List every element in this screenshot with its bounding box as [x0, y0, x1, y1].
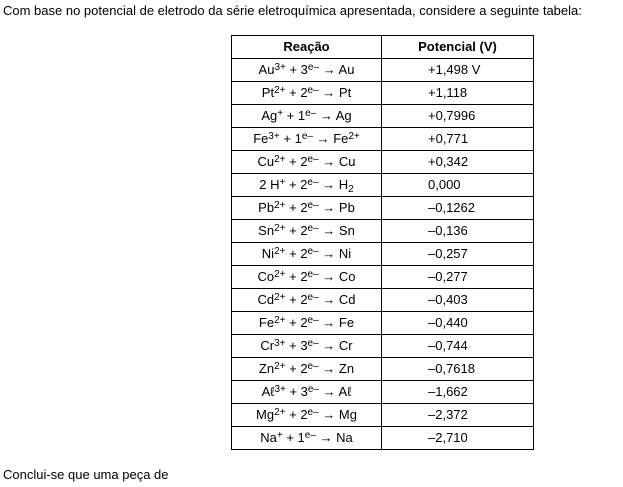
table-row	[232, 404, 534, 427]
electron-count: 3	[300, 62, 308, 77]
reaction-arrow: →	[318, 200, 339, 215]
product-species: Pt	[338, 85, 352, 100]
electrode-potential-table	[231, 35, 534, 450]
plus-sign: +	[285, 361, 301, 376]
electron-symbol: e–	[307, 269, 319, 280]
table-row	[232, 312, 534, 335]
plus-sign: +	[285, 315, 301, 330]
potential-cell: –0,1262	[382, 197, 534, 220]
electron-symbol: e–	[307, 384, 320, 395]
electron-symbol: e–	[307, 223, 319, 234]
reaction-cell	[232, 358, 382, 381]
reactant-ion: Mg	[256, 407, 275, 422]
table-row	[232, 220, 534, 243]
reactant-ion: Ni	[261, 246, 275, 261]
product-charge: 2+	[348, 131, 360, 142]
electron-count: 1	[297, 108, 306, 123]
table-body	[232, 59, 534, 450]
reactant-ion: Fe	[258, 315, 275, 330]
reactant-ion-charge: 2+	[274, 246, 286, 257]
reaction-cell	[232, 59, 382, 82]
potential-cell: –2,710	[382, 427, 534, 450]
reactant-ion-charge: 3+	[274, 384, 286, 395]
reaction-cell	[232, 266, 382, 289]
electron-symbol: e–	[307, 246, 319, 257]
electron-count: 2	[300, 200, 308, 215]
reactant-ion-charge: 2+	[274, 154, 286, 165]
potential-cell: –1,662	[382, 381, 534, 404]
reactant-ion: Ag	[261, 108, 278, 123]
electron-symbol: e–	[307, 200, 319, 211]
reaction-cell	[232, 151, 382, 174]
reaction-arrow: →	[318, 177, 339, 192]
electron-count: 2	[300, 269, 308, 284]
reaction-cell	[232, 220, 382, 243]
reactant-ion: Cu	[257, 154, 275, 169]
table-row	[232, 335, 534, 358]
reaction-arrow: →	[318, 246, 339, 261]
plus-sign: +	[285, 384, 301, 399]
electron-symbol: e–	[307, 407, 319, 418]
potential-cell: +1,118	[382, 82, 534, 105]
reaction-cell	[232, 289, 382, 312]
table-row	[232, 266, 534, 289]
reactant-ion: Fe	[253, 131, 269, 146]
table-row	[232, 381, 534, 404]
table-row	[232, 358, 534, 381]
table-row	[232, 59, 534, 82]
electrode-potential-table-wrapper	[231, 35, 534, 450]
table-row	[232, 427, 534, 450]
electron-count: 3	[300, 338, 308, 353]
electron-symbol: e–	[307, 154, 319, 165]
electron-symbol: e–	[301, 131, 313, 142]
reactant-ion: Cr	[260, 338, 275, 353]
reactant-ion: 2 H	[259, 177, 280, 192]
potential-cell: +0,342	[382, 151, 534, 174]
potential-cell: +0,771	[382, 128, 534, 151]
electron-symbol: e–	[305, 108, 317, 119]
reactant-ion-charge: 3+	[274, 62, 286, 73]
plus-sign: +	[279, 131, 295, 146]
product-species: Mg	[338, 407, 357, 422]
electron-count: 2	[300, 246, 308, 261]
electron-symbol: e–	[307, 62, 320, 73]
product-species: Fe	[338, 315, 355, 330]
reaction-cell	[232, 128, 382, 151]
conclusion-text: Conclui-se que uma peça de	[3, 467, 169, 482]
reaction-cell	[232, 197, 382, 220]
electron-symbol: e–	[307, 177, 319, 188]
potential-cell: –0,257	[382, 243, 534, 266]
reactant-ion: Aℓ	[261, 384, 275, 399]
table-row	[232, 105, 534, 128]
electron-count: 3	[300, 384, 308, 399]
reaction-cell	[232, 174, 382, 197]
reactant-ion: Sn	[258, 223, 275, 238]
potential-cell: –0,403	[382, 289, 534, 312]
reaction-arrow: →	[312, 131, 334, 146]
product-species: Cr	[338, 338, 353, 353]
plus-sign: +	[285, 177, 301, 192]
reaction-cell	[232, 82, 382, 105]
reactant-ion: Au	[258, 62, 275, 77]
reaction-arrow: →	[318, 85, 339, 100]
potential-cell: –2,372	[382, 404, 534, 427]
reaction-arrow: →	[318, 338, 339, 353]
table-row	[232, 174, 534, 197]
product-species: Aℓ	[338, 384, 352, 399]
electron-count: 2	[300, 407, 308, 422]
reactant-ion-charge: 3+	[268, 131, 280, 142]
reaction-arrow: →	[318, 292, 339, 307]
potential-cell: –0,744	[382, 335, 534, 358]
table-row	[232, 128, 534, 151]
reactant-ion-charge: 2+	[274, 407, 286, 418]
product-species: Co	[338, 269, 356, 284]
table-row	[232, 243, 534, 266]
reactant-ion-charge: 3+	[274, 338, 286, 349]
reactant-ion-charge: 2+	[274, 269, 286, 280]
intro-paragraph: Com base no potencial de eletrodo da série eletroquímica apresentada, considere a seguinte tabela:	[3, 3, 582, 18]
electron-count: 2	[300, 154, 308, 169]
reaction-arrow: →	[319, 384, 339, 399]
product-subscript: 2	[348, 184, 354, 195]
plus-sign: +	[285, 200, 301, 215]
reactant-ion: Pb	[258, 200, 275, 215]
plus-sign: +	[285, 246, 301, 261]
electron-count: 1	[297, 430, 305, 445]
reaction-arrow: →	[318, 315, 339, 330]
reactant-ion-charge: +	[276, 430, 283, 441]
reaction-cell	[232, 427, 382, 450]
product-species: Ni	[338, 246, 352, 261]
reaction-arrow: →	[315, 430, 337, 445]
reactant-ion-charge: 2+	[274, 361, 286, 372]
electron-symbol: e–	[307, 338, 319, 349]
reaction-cell	[232, 312, 382, 335]
electron-count: 2	[300, 315, 308, 330]
table-row	[232, 82, 534, 105]
potential-cell: +1,498 V	[382, 59, 534, 82]
plus-sign: +	[285, 62, 301, 77]
product-species: Pb	[338, 200, 355, 215]
potential-cell: 0,000	[382, 174, 534, 197]
reactant-ion: Na	[260, 430, 277, 445]
reaction-arrow: →	[318, 361, 339, 376]
electron-count: 1	[294, 131, 302, 146]
electron-symbol: e–	[307, 361, 319, 372]
reaction-cell	[232, 335, 382, 358]
plus-sign: +	[285, 154, 301, 169]
table-header-row	[232, 36, 534, 59]
potential-column-header: Potencial (V)	[382, 36, 534, 59]
reactant-ion-charge: +	[279, 177, 286, 188]
electron-count: 2	[300, 361, 308, 376]
electron-symbol: e–	[307, 315, 319, 326]
potential-cell: –0,136	[382, 220, 534, 243]
table-row	[232, 289, 534, 312]
reactant-ion: Pt	[261, 85, 275, 100]
reaction-arrow: →	[318, 269, 339, 284]
electron-count: 2	[300, 85, 308, 100]
reaction-column-header: Reação	[232, 36, 382, 59]
reaction-cell	[232, 105, 382, 128]
plus-sign: +	[285, 269, 301, 284]
reaction-arrow: →	[318, 407, 339, 422]
product-species: Na	[336, 430, 353, 445]
reactant-ion: Cd	[257, 292, 275, 307]
product-species: Sn	[338, 223, 355, 238]
reactant-ion: Co	[257, 269, 275, 284]
product-species: Zn	[338, 361, 355, 376]
electron-symbol: e–	[307, 85, 319, 96]
product-species: Cd	[338, 292, 356, 307]
product-species: Au	[338, 62, 355, 77]
product-species: H	[338, 177, 349, 192]
reactant-ion-charge: 2+	[274, 292, 286, 303]
plus-sign: +	[285, 85, 301, 100]
reaction-arrow: →	[319, 62, 339, 77]
plus-sign: +	[285, 338, 301, 353]
product-species: Fe	[333, 131, 349, 146]
electron-symbol: e–	[307, 292, 319, 303]
electron-count: 2	[300, 177, 308, 192]
electron-count: 2	[300, 292, 308, 307]
reaction-cell	[232, 243, 382, 266]
plus-sign: +	[283, 108, 298, 123]
plus-sign: +	[285, 223, 301, 238]
plus-sign: +	[285, 407, 301, 422]
plus-sign: +	[282, 430, 298, 445]
potential-cell: +0,7996	[382, 105, 534, 128]
reactant-ion-charge: 2+	[274, 85, 286, 96]
reactant-ion-charge: +	[277, 108, 284, 119]
potential-cell: –0,7618	[382, 358, 534, 381]
reaction-arrow: →	[318, 223, 339, 238]
reactant-ion: Zn	[258, 361, 275, 376]
electron-symbol: e–	[304, 430, 316, 441]
reaction-cell	[232, 404, 382, 427]
reactant-ion-charge: 2+	[274, 315, 286, 326]
reactant-ion-charge: 2+	[274, 223, 286, 234]
reaction-arrow: →	[318, 154, 339, 169]
plus-sign: +	[285, 292, 301, 307]
table-row	[232, 151, 534, 174]
reactant-ion-charge: 2+	[274, 200, 286, 211]
product-species: Ag	[335, 108, 352, 123]
reaction-cell	[232, 381, 382, 404]
table-row	[232, 197, 534, 220]
reaction-arrow: →	[316, 108, 336, 123]
electron-count: 2	[300, 223, 308, 238]
potential-cell: –0,440	[382, 312, 534, 335]
potential-cell: –0,277	[382, 266, 534, 289]
product-species: Cu	[338, 154, 356, 169]
